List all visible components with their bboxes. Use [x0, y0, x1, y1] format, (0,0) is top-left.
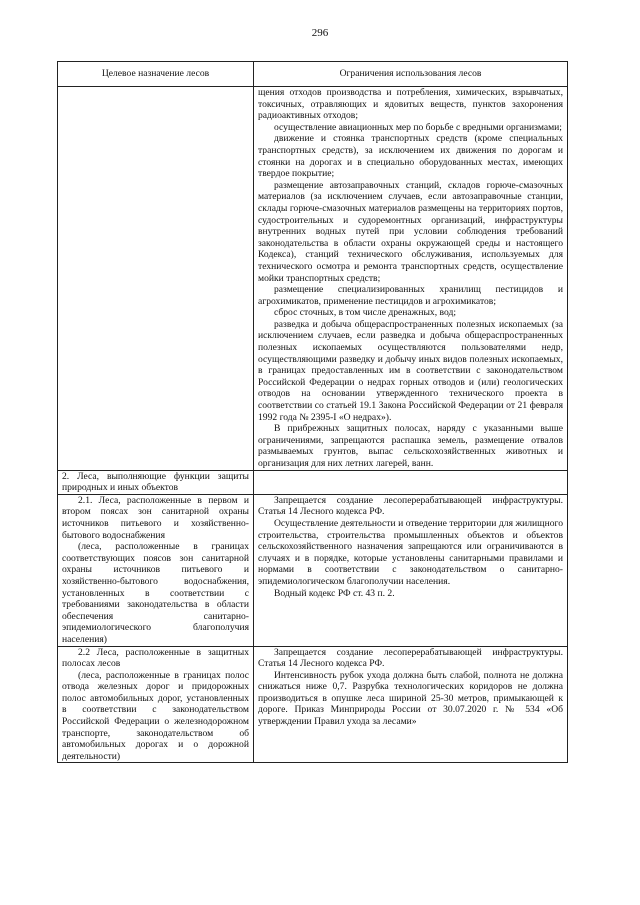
page-number: 296 — [311, 27, 329, 39]
restriction-paragraph: осуществление авиационных мер по борьбе с вредными организмами; — [274, 121, 562, 133]
row-2-2-restrictions — [254, 646, 568, 763]
table-row-section-2 — [58, 470, 568, 494]
restriction-paragraph: сброс сточных, в том числе дренажных, вод; — [274, 307, 457, 319]
purpose-title: 2.1. Леса, расположенные в первом и втором поясах зон санитарной охраны источников питьевого и хозяйственно-бытового водоснабжения — [62, 494, 249, 541]
purpose-note: (леса, расположенные в границах полос отвода железных дорог и придорожных полос автомобильных дорог, установленных в соответствии с законодательством Российской Федерации о железнодорожном транспорте, законодательством об автомобильных дорогах и о дорожной деятельности) — [62, 669, 249, 762]
row-2-1-restrictions — [254, 494, 568, 646]
row-2-2-purpose — [58, 646, 254, 763]
header-usage-restrictions: Ограничения использования лесов — [254, 62, 568, 87]
table-cell-continuation — [254, 87, 568, 471]
forest-restrictions-table — [57, 61, 568, 763]
table-header-row — [58, 62, 568, 87]
purpose-title: 2.2 Леса, расположенные в защитных полосах лесов — [62, 646, 249, 670]
restriction-paragraph: Водный кодекс РФ ст. 43 п. 2. — [274, 587, 395, 599]
table-row-continuation — [58, 87, 568, 471]
restriction-paragraph: Интенсивность рубок ухода должна быть слабой, полнота не должна снижаться ниже 0,7. Разрубка технологических коридоров не должна производиться в опушке леса шириной 25-30 метров, примыкающей к дороге. Приказ Минприроды России от 30.07.2020 г. № 534 «Об утверждении Правил ухода за лесами» — [258, 669, 563, 728]
restriction-paragraph: Осуществление деятельности и отведение территории для жилищного строительства, строительства промышленных объектов и объектов сельскохозяйственного назначения запрещаются или ограничиваются в случаях и в порядке, которые установлены санитарными правилами и нормами в соответствии с законодательством о санитарно-эпидемиологическом благополучии населения. — [258, 517, 563, 587]
table-row-2-2 — [58, 646, 568, 763]
table-cell-empty — [254, 470, 568, 494]
restriction-paragraph: движение и стоянка транспортных средств (кроме специальных транспортных средств), за исключением их движения по дорогам и стоянки на дорогах и в специально оборудованных местах, имеющих твердое покрытие; — [258, 133, 563, 180]
purpose-note: (леса, расположенные в границах соответствующих поясов зон санитарной охраны источников питьевого и хозяйственно-бытового водоснабжения, установленных в соответствии с требованиями законодательства в области обеспечения санитарно-эпидемиологического благополучия населения) — [62, 541, 249, 645]
restriction-paragraph: размещение специализированных хранилищ пестицидов и агрохимикатов, применение пестицидов и агрохимикатов; — [258, 284, 563, 307]
restriction-paragraph: Запрещается создание лесоперерабатывающей инфраструктуры. Статья 14 Лесного кодекса РФ. — [258, 646, 563, 670]
row-2-1-purpose — [58, 494, 254, 646]
restriction-paragraph: В прибрежных защитных полосах, наряду с указанными выше ограничениями, запрещаются распашка земель, размещение отвалов размываемых грунтов, выпас сельскохозяйственных животных и организация для них летних лагерей, ванн. — [258, 423, 563, 469]
section-title-text: 2. Леса, выполняющие функции защиты природных и иных объектов — [62, 470, 249, 494]
header-forest-purpose: Целевое назначение лесов — [58, 62, 254, 87]
section-2-title — [58, 470, 254, 494]
restriction-paragraph: щения отходов производства и потребления, химических, взрывчатых, токсичных, отравляющих и ядовитых веществ, пунктов захоронения радиоактивных отходов; — [258, 87, 563, 122]
restriction-paragraph: разведка и добыча общераспространенных полезных ископаемых (за исключением случаев, если разведка и добыча общераспространенных полезных ископаемых осуществляются пользователями недр, осуществляющими разведку и добычу иных видов полезных ископаемых, в границах предоставленных им в соответствии с законодательством Российской Федерации о недрах горных отводов и (или) геологических отводов на основании утвержденного технического проекта в соответствии со статьей 19.1 Закона Российской Федерации от 21 февраля 1992 года № 2395-I «О недрах»). — [258, 318, 563, 423]
table-cell-empty — [58, 87, 254, 471]
restriction-paragraph: размещение автозаправочных станций, складов горюче-смазочных материалов (за исключением случаев, если автозаправочные станции, склады горюче-смазочных материалов размещены на территориях портов, судостроительных и судоремонтных организаций, инфраструктуры внутренних водных путей при условии соблюдения требований законодательства в области охраны окружающей среды и настоящего Кодекса), станций технического обслуживания, используемых для технического осмотра и ремонта транспортных средств, осуществление мойки транспортных средств; — [258, 179, 563, 284]
restriction-paragraph: Запрещается создание лесоперерабатывающей инфраструктуры. Статья 14 Лесного кодекса РФ. — [258, 494, 563, 518]
table-row-2-1 — [58, 494, 568, 646]
